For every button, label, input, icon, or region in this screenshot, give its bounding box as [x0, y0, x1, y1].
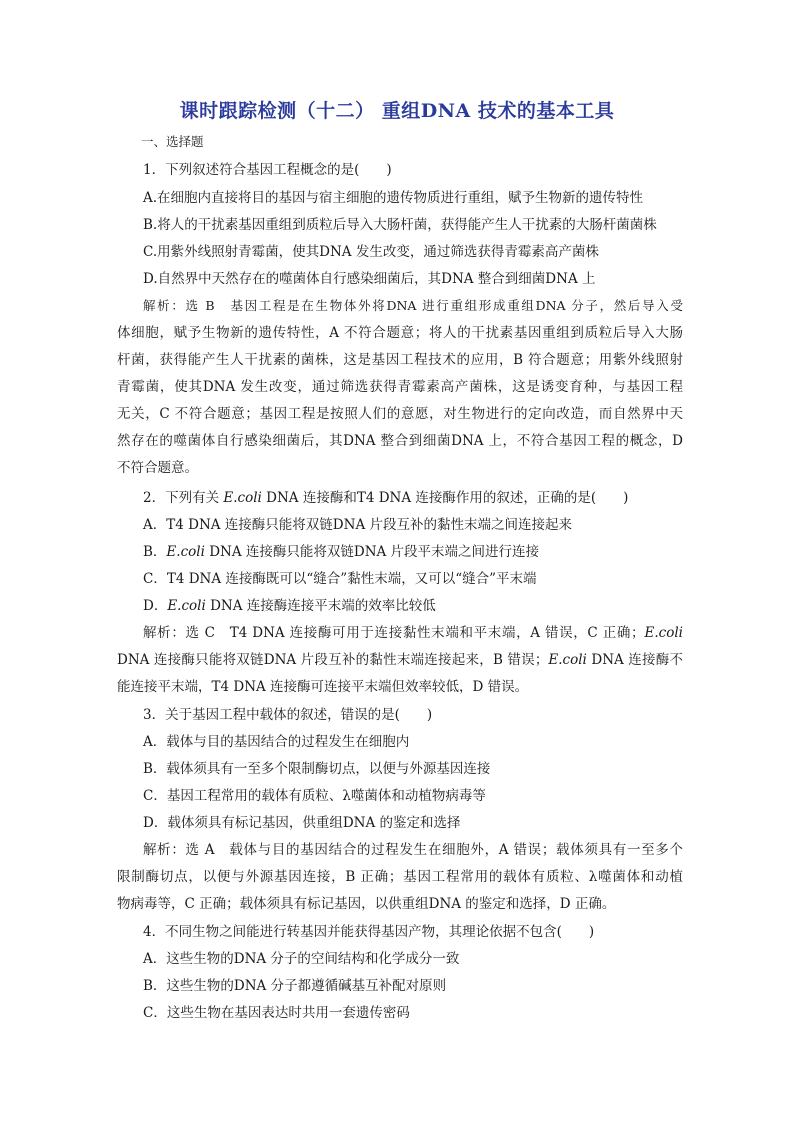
question-1-analysis-line: 解析：选 B 基因工程是在生物体外将DNA 进行重组形成重组DNA 分子，然后导入受 — [143, 298, 683, 313]
question-3-option-c: C．基因工程常用的载体有质粒、λ噬菌体和动植物病毒等 — [143, 788, 486, 804]
question-1-analysis-line: 不符合题意。 — [117, 460, 198, 476]
question-4-option-c: C．这些生物在基因表达时共用一套遗传密码 — [143, 1005, 410, 1021]
question-3-option-d: D．载体须具有标记基因，供重组DNA 的鉴定和选择 — [143, 815, 461, 831]
question-2-stem: 2．下列有关 E.coli DNA 连接酶和T4 DNA 连接酶作用的叙述，正确的是( ) — [143, 490, 629, 506]
question-3-stem: 3．关于基因工程中载体的叙述，错误的是( ) — [143, 707, 433, 723]
section-heading: 一、选择题 — [141, 134, 204, 149]
question-1-stem: 1．下列叙述符合基因工程概念的是( ) — [143, 162, 392, 178]
question-1-analysis-line: 杆菌，获得能产生人干扰素的菌株，这是基因工程技术的应用，B 符合题意；用紫外线照射 — [117, 352, 683, 368]
question-1-option-c: C.用紫外线照射青霉菌，使其DNA 发生改变，通过筛选获得青霉素高产菌株 — [143, 244, 599, 260]
question-1-option-a: A.在细胞内直接将目的基因与宿主细胞的遗传物质进行重组，赋予生物新的遗传特性 — [143, 190, 644, 206]
question-2-option-d: D．E.coli DNA 连接酶连接平末端的效率比较低 — [143, 598, 436, 614]
question-1-option-d: D.自然界中天然存在的噬菌体自行感染细菌后，其DNA 整合到细菌DNA 上 — [143, 271, 596, 287]
question-1-analysis-line: 然存在的噬菌体自行感染细菌后，其DNA 整合到细菌DNA 上，不符合基因工程的概念，D — [117, 433, 683, 449]
question-3-analysis-line: 物病毒等，C 正确；载体须具有标记基因，以供重组DNA 的鉴定和选择，D 正确。 — [117, 896, 616, 912]
question-4-option-a: A．这些生物的DNA 分子的空间结构和化学成分一致 — [143, 951, 460, 967]
question-3-option-b: B．载体须具有一至多个限制酶切点，以便与外源基因连接 — [143, 761, 491, 777]
question-1-option-b: B.将人的干扰素基因重组到质粒后导入大肠杆菌，获得能产生人干扰素的大肠杆菌菌株 — [143, 217, 657, 233]
question-3-analysis-line: 限制酶切点，以便与外源基因连接，B 正确；基因工程常用的载体有质粒、λ噬菌体和动植 — [117, 869, 683, 885]
question-3-option-a: A．载体与目的基因结合的过程发生在细胞内 — [143, 734, 410, 750]
question-1-analysis-line: 体细胞，赋予生物新的遗传特性，A 不符合题意；将人的干扰素基因重组到质粒后导入大肠 — [117, 325, 683, 341]
question-2-option-b: B．E.coli DNA 连接酶只能将双链DNA 片段平末端之间进行连接 — [143, 544, 540, 560]
question-2-option-a: A．T4 DNA 连接酶只能将双链DNA 片段互补的黏性末端之间连接起来 — [143, 517, 572, 533]
question-2-option-c: C．T4 DNA 连接酶既可以“缝合”黏性末端，又可以“缝合”平末端 — [143, 571, 537, 587]
question-1-analysis-line: 无关，C 不符合题意；基因工程是按照人们的意愿，对生物进行的定向改造，而自然界中天 — [117, 406, 683, 422]
question-2-analysis-line: 解析：选 C T4 DNA 连接酶可用于连接黏性末端和平末端，A 错误，C 正确；E.coli — [143, 625, 683, 641]
question-4-stem: 4．不同生物之间能进行转基因并能获得基因产物，其理论依据不包含( ) — [143, 924, 595, 940]
page-title: 课时跟踪检测（十二） 重组DNA 技术的基本工具 — [179, 100, 615, 122]
question-3-analysis-line: 解析：选 A 载体与目的基因结合的过程发生在细胞外，A 错误；载体须具有一至多个 — [143, 842, 683, 858]
question-2-analysis-line: DNA 连接酶只能将双链DNA 片段互补的黏性末端连接起来，B 错误；E.coli DNA 连接酶不 — [117, 652, 683, 668]
question-1-analysis-line: 青霉菌，使其DNA 发生改变，通过筛选获得青霉素高产菌株，这是诱变育种，与基因工程 — [117, 379, 683, 395]
question-4-option-b: B．这些生物的DNA 分子都遵循碱基互补配对原则 — [143, 978, 447, 994]
question-2-analysis-line: 能连接平末端，T4 DNA 连接酶可连接平末端但效率较低，D 错误。 — [117, 679, 529, 695]
